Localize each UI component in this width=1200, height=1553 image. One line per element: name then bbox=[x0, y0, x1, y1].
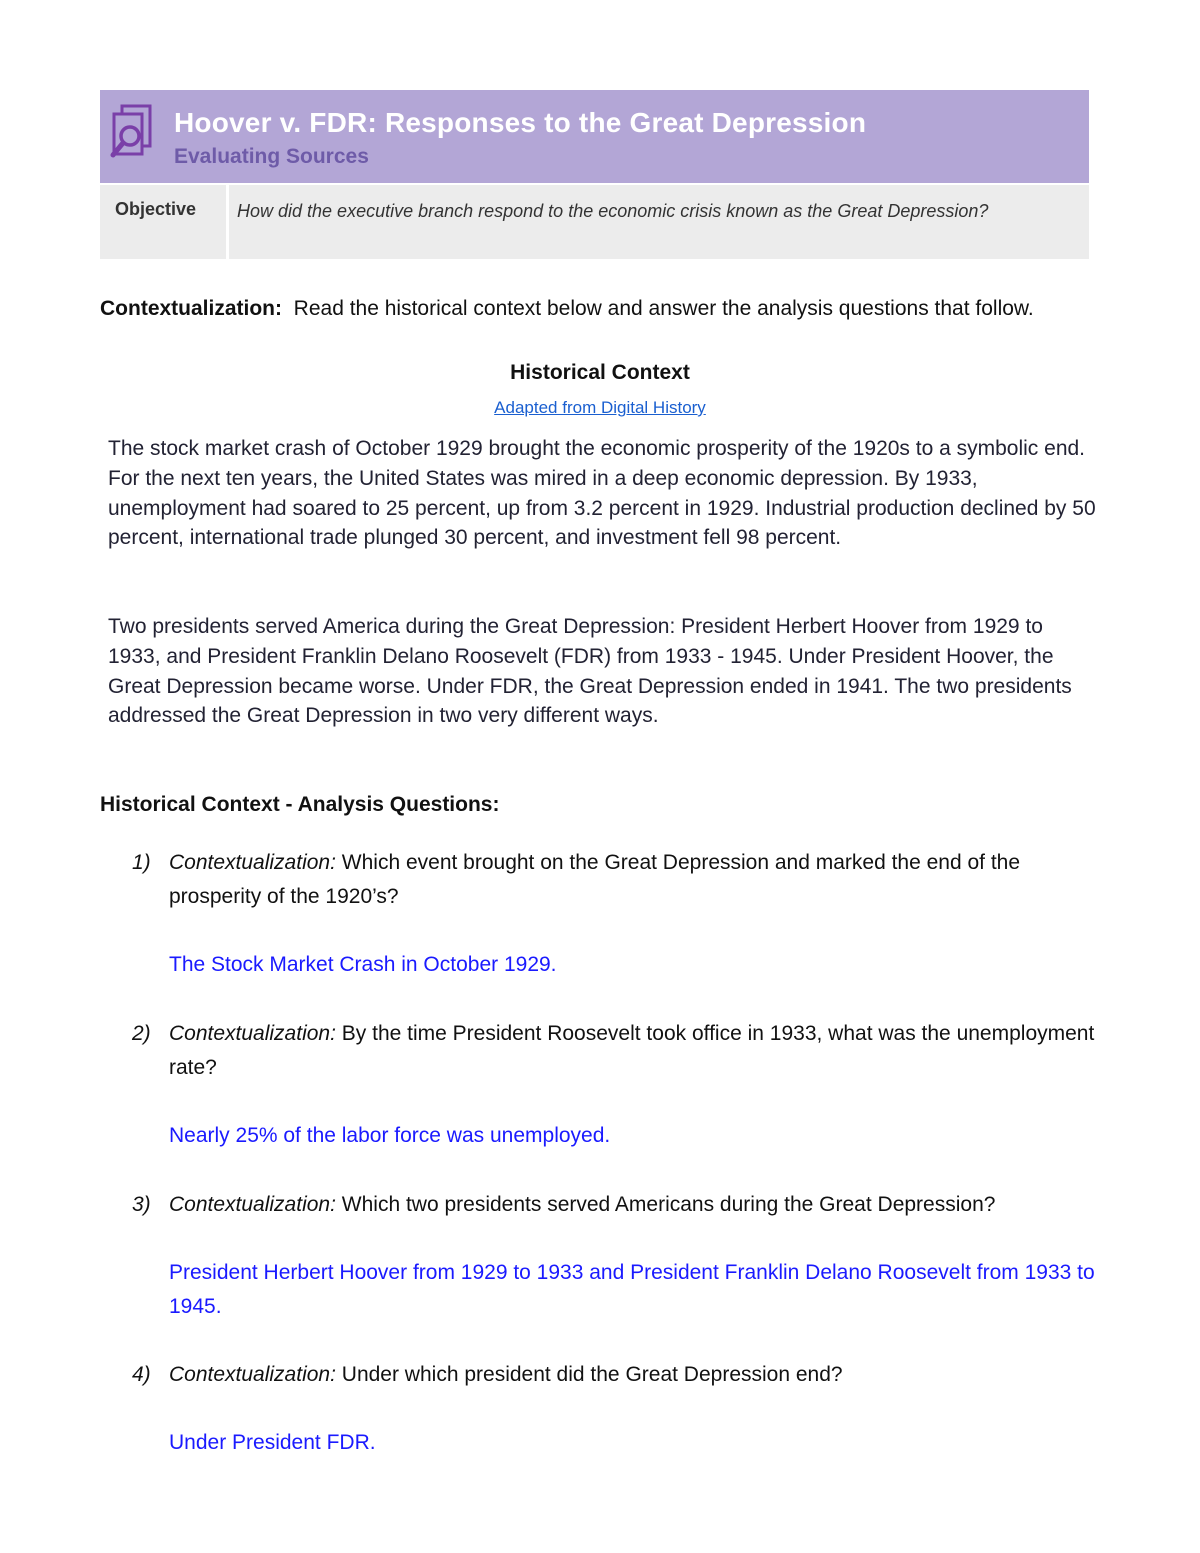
question-text: Which event brought on the Great Depression and marked the end of the prosperity of the 1920’s? bbox=[169, 851, 1021, 908]
question-text: Which two presidents served Americans during the Great Depression? bbox=[341, 1193, 996, 1216]
intro-text: Read the historical context below and answer the analysis questions that follow. bbox=[293, 297, 1034, 320]
analysis-heading: Historical Context - Analysis Questions: bbox=[100, 793, 500, 816]
question-number: 3) bbox=[132, 1193, 151, 1216]
question-number: 1) bbox=[132, 851, 151, 874]
question-text: Under which president did the Great Depression end? bbox=[341, 1363, 843, 1386]
answer-3: President Herbert Hoover from 1929 to 1933 and President Franklin Delano Roosevelt from 1933 to 1945. bbox=[169, 1261, 1095, 1318]
historical-context-heading: Historical Context bbox=[510, 361, 690, 384]
question-2 bbox=[132, 1017, 1102, 1085]
magnifier-document-icon bbox=[108, 102, 154, 162]
header-banner bbox=[100, 90, 1089, 183]
source-link[interactable]: Adapted from Digital History bbox=[494, 398, 706, 417]
objective-label: Objective bbox=[100, 185, 226, 259]
page-title: Hoover v. FDR: Responses to the Great Depression bbox=[174, 107, 867, 138]
question-text: By the time President Roosevelt took office in 1933, what was the unemployment rate? bbox=[169, 1022, 1095, 1079]
answer-4: Under President FDR. bbox=[169, 1431, 376, 1454]
question-tag: Contextualization: bbox=[169, 851, 336, 874]
context-paragraph-2: Two presidents served America during the Great Depression: President Herbert Hoover from 1929 to 1933, and President Franklin Delano Roosevelt (FDR) from 1933 - 1945. Under President Hoover, the Great Depression became worse. Under FDR, the Great Depression ended in 1941. The two presidents addressed the Great Depression in two very different ways. bbox=[108, 615, 1072, 728]
question-tag: Contextualization: bbox=[169, 1193, 336, 1216]
contextualization-intro bbox=[100, 292, 1100, 326]
question-tag: Contextualization: bbox=[169, 1022, 336, 1045]
question-tag: Contextualization: bbox=[169, 1363, 336, 1386]
intro-label: Contextualization: bbox=[100, 297, 282, 320]
question-1 bbox=[132, 846, 1102, 914]
question-number: 2) bbox=[132, 1022, 151, 1045]
answer-1: The Stock Market Crash in October 1929. bbox=[169, 953, 557, 976]
context-paragraph-1: The stock market crash of October 1929 brought the economic prosperity of the 1920s to a symbolic end. For the next ten years, the United States was mired in a deep economic depression. By 1933, unemployment had soared to 25 percent, up from 3.2 percent in 1929. Industrial production declined by 50 percent, international trade plunged 30 percent, and investment fell 98 percent. bbox=[108, 437, 1096, 550]
question-number: 4) bbox=[132, 1363, 151, 1386]
question-4 bbox=[132, 1358, 1102, 1392]
page-subtitle: Evaluating Sources bbox=[174, 145, 369, 168]
question-3 bbox=[132, 1188, 1102, 1222]
objective-text: How did the executive branch respond to the economic crisis known as the Great Depression? bbox=[229, 185, 1089, 259]
answer-2: Nearly 25% of the labor force was unemployed. bbox=[169, 1124, 611, 1147]
objective-row bbox=[100, 185, 1089, 259]
